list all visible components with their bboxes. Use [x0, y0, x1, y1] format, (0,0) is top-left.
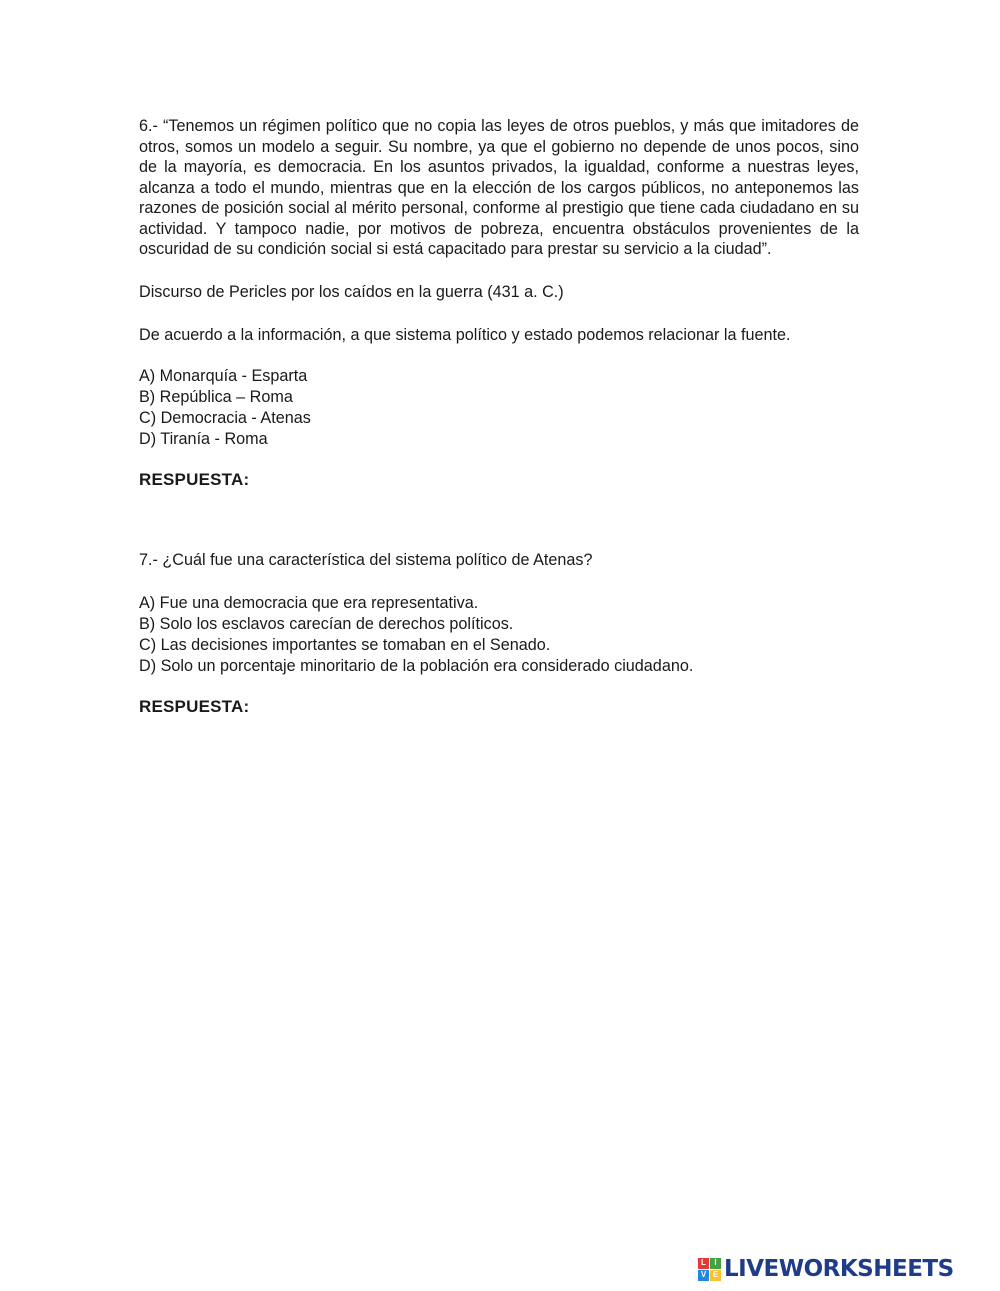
worksheet-page	[139, 116, 859, 717]
question-6-option-c: C) Democracia - Atenas	[139, 408, 311, 427]
question-6-prompt: De acuerdo a la información, a que sistema político y estado podemos relacionar la fuente.	[139, 325, 791, 344]
question-7-option-d: D) Solo un porcentaje minoritario de la población era considerado ciudadano.	[139, 656, 694, 675]
question-7-answer-label: RESPUESTA:	[139, 696, 250, 716]
question-6-quote: 6.- “Tenemos un régimen político que no copia las leyes de otros pueblos, y más que imitadores de otros, somos un modelo a seguir. Su nombre, ya que el gobierno no depende de unos pocos, sino de la mayoría, es democracia. En los asuntos privados, la igualdad, conforme a nuestras leyes, alcanza a todo el mundo, mientras que en la elección de los cargos públicos, no anteponemos las razones de posición social al mérito personal, conforme al prestigio que tiene cada ciudadano en su actividad. Y tampoco nadie, por motivos de pobreza, encuentra obstáculos provenientes de la oscuridad de su condición social si está capacitado para prestar su servicio a la ciudad”.	[139, 117, 859, 258]
question-6-source: Discurso de Pericles por los caídos en la guerra (431 a. C.)	[139, 282, 564, 301]
logo-letter-l: L	[698, 1258, 709, 1269]
question-6-options	[139, 366, 859, 450]
question-6-answer-label: RESPUESTA:	[139, 469, 250, 489]
question-6-option-a: A) Monarquía - Esparta	[139, 366, 308, 385]
question-7-option-b: B) Solo los esclavos carecían de derechos políticos.	[139, 614, 514, 633]
logo-letter-i: I	[710, 1258, 721, 1269]
question-7-option-c: C) Las decisiones importantes se tomaban en el Senado.	[139, 635, 551, 654]
question-6-option-b: B) República – Roma	[139, 387, 293, 406]
question-7-prompt: 7.- ¿Cuál fue una característica del sistema político de Atenas?	[139, 550, 593, 569]
logo-letter-v: V	[698, 1270, 709, 1281]
liveworksheets-logo	[698, 1256, 954, 1282]
liveworksheets-logo-icon	[698, 1258, 721, 1281]
question-6-option-d: D) Tiranía - Roma	[139, 429, 268, 448]
question-7-option-a: A) Fue una democracia que era representativa.	[139, 593, 479, 612]
liveworksheets-logo-text: LIVEWORKSHEETS	[724, 1256, 954, 1282]
logo-letter-e: E	[710, 1270, 721, 1281]
question-7-options	[139, 593, 859, 677]
